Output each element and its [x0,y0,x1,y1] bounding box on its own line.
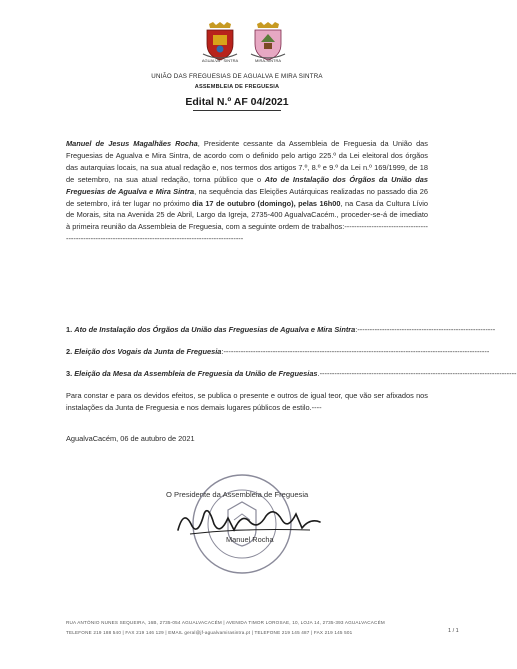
main-paragraph [66,138,428,245]
agenda-item-text: Eleição da Mesa da Assembleia de Freguesia da União de Freguesias [74,369,318,378]
crest-right-caption: MIRA-SINTRA [255,58,281,63]
paragraph-dashes: ---------------------------------------------------------------------------------------------------------- [66,222,428,244]
meeting-date: dia 17 de outubro (domingo), pelas 16h00 [192,198,341,208]
paragraph-text-b: , na sequência das Eleições Autárquicas realizadas no passado dia 26 de setembro, irá ter lugar no próximo [66,186,428,208]
mira-sintra-crest-icon [250,22,286,62]
edital-title: Edital N.º AF 04/2021 [185,96,289,108]
crest-left-caption: AGUALVA · SINTRA [201,58,239,63]
assembly-name: ASSEMBLEIA DE FREGUESIA [194,84,280,90]
signature-caption: O Presidente da Assembleia de Freguesia [166,490,309,499]
agenda-item [66,368,517,379]
installation-act-name: Ato de Instalação dos Órgãos da União das Freguesias de Agualva e Mira Sintra [66,174,428,196]
agenda-item-text: Eleição dos Vogais da Junta de Freguesia [74,347,222,356]
agenda-item-dashes: .-------------------------------------------------------------------------------- [317,369,517,378]
signatory-name: Manuel Rocha [226,535,274,544]
footer-contacts: TELEFONE 219 188 540 | FAX 219 146 129 | EMAIL geral@jf-agualvamirasintra.pt | TELEFONE 219 145 487 | FAX 219 145 501 [66,630,353,635]
footer-addresses: RUA ANTÓNIO NUNES SEQUEIRA, 16B, 2735-054 AGUALVACACÉM | AVENIDA TIMOR LOROSAE, 10, LOJA 14, 2735-393 AGUALVACACÉM [66,620,385,625]
agenda-item-text: Ato de Instalação dos Órgãos da União das Freguesias de Agualva e Mira Sintra [74,325,356,334]
agenda-item-dashes: :------------------------------------------------------------------------------------------------------------ [221,347,490,356]
agualva-cacem-crest-icon [202,22,238,62]
agenda-item-dashes: :-------------------------------------------------------- [355,325,496,334]
agenda-item [66,346,490,357]
agenda-item [66,324,496,335]
organization-name: UNIÃO DAS FREGUESIAS DE AGUALVA E MIRA SINTRA [151,73,323,80]
closing-paragraph: Para constar e para os devidos efeitos, se publica o presente e outros de igual teor, que vão ser afixados nos instalações da Junta de Freguesia e nos demais lugares públicos de estilo.---- [66,391,428,412]
document-date: AgualvaCacém, 06 de autubro de 2021 [66,434,195,443]
agenda-item-number: 3. [66,369,73,378]
president-name: Manuel de Jesus Magalhães Rocha [66,139,198,148]
title-underline [193,110,281,111]
paragraph-text-a: , Presidente cessante da Assembleia de Freguesia da União das Freguesias de Agualva e Mira Sintra, de acordo com o definido pelo artigo 225.º da Lei eleitoral dos órgãos das autarquias locais, na sua atual redação e, nos termos dos artigos 7.º, 8.º e 9.º da Lei n.º 169/1999, de 18 de setembro, na sua atual redação, torna público que o [66,139,428,184]
handwritten-signature-icon [170,500,330,540]
paragraph-text-c: , na Casa da Cultura Lívio de Morais, sita na Avenida 25 de Abril, Largo da Igreja, 2735-400 AgualvaCacém., proceder-se-á de imediato à primeira reunião da Assembleia de Freguesia, com a seguinte ordem de trabalhos: [66,198,429,232]
agenda-item-number: 1. [66,325,73,334]
page-number: 1 / 1 [448,628,459,634]
agenda-item-number: 2. [66,347,73,356]
